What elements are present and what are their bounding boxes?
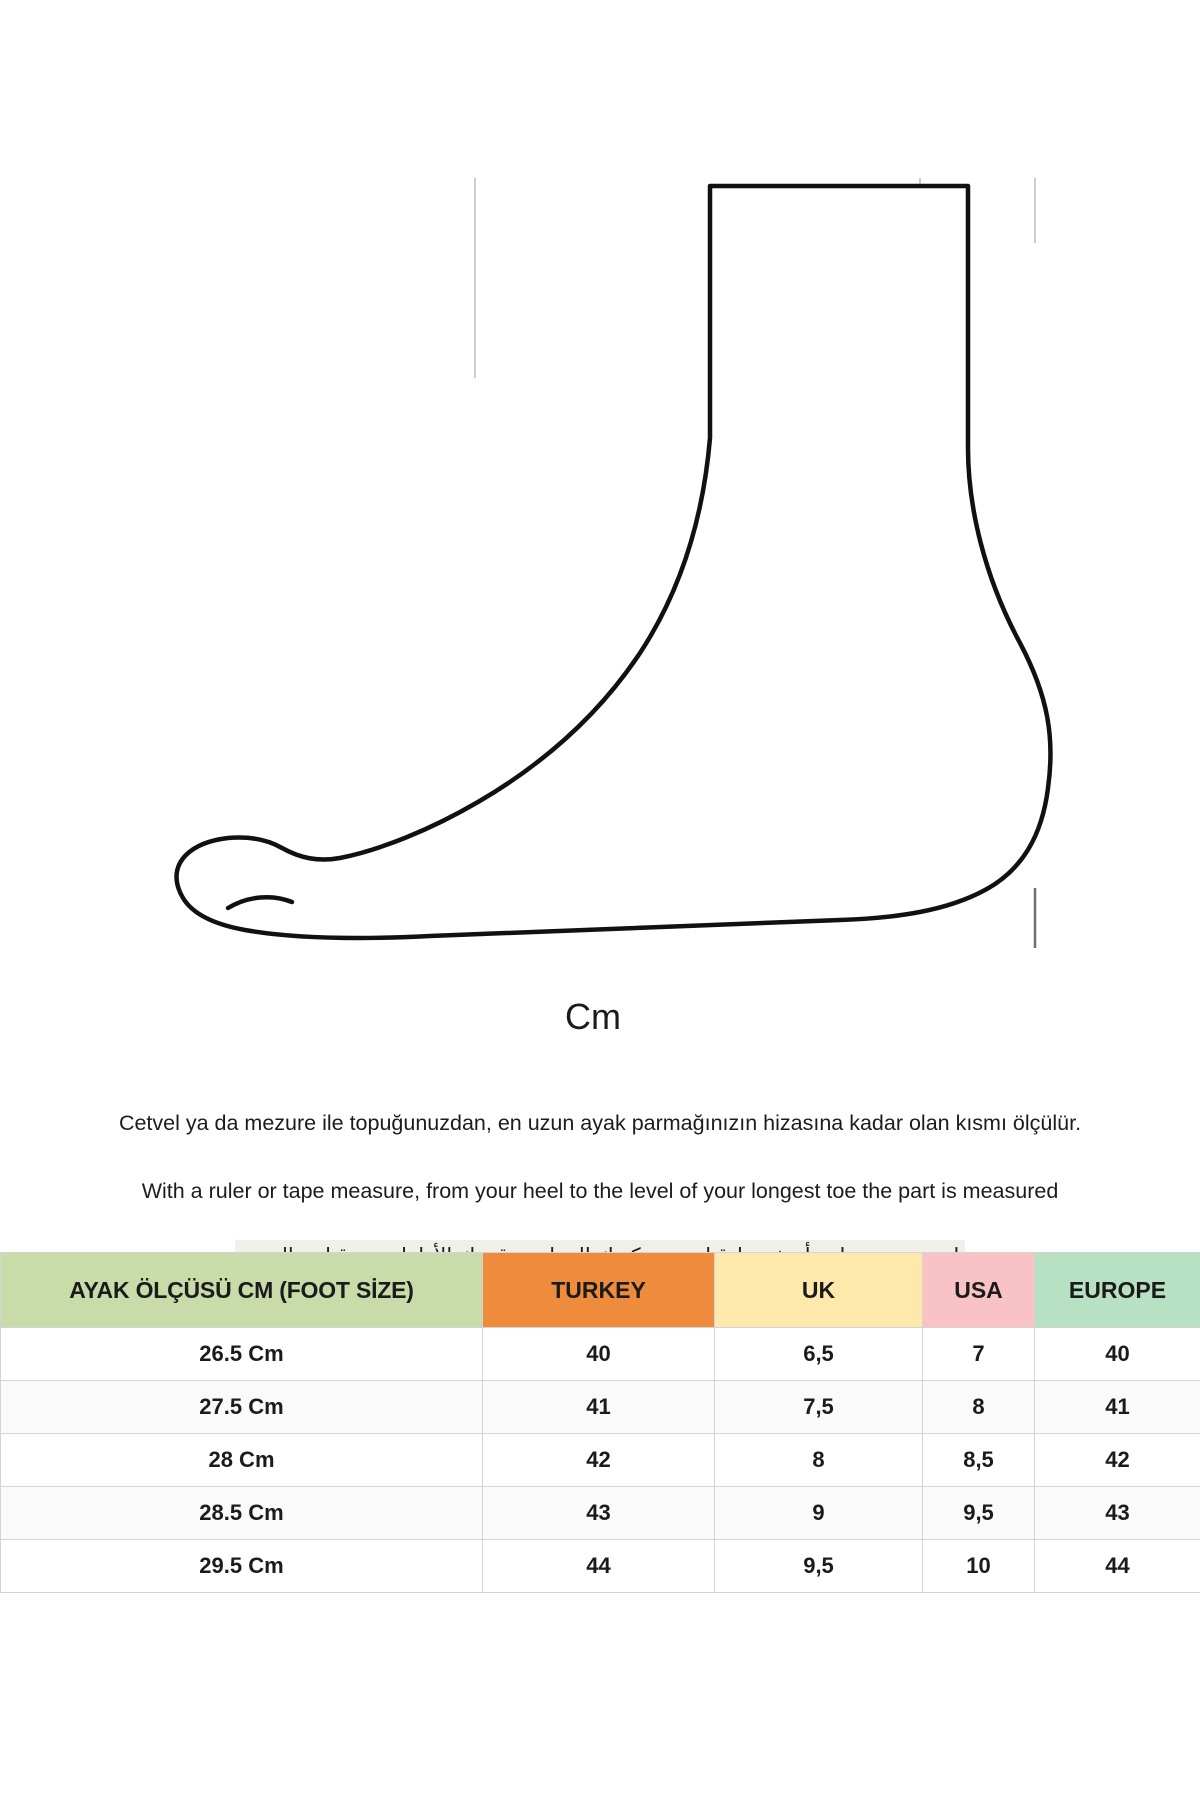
column-header-usa: USA <box>923 1253 1035 1328</box>
cell-turkey: 41 <box>483 1381 715 1434</box>
cell-turkey: 40 <box>483 1328 715 1381</box>
table-row <box>1 1434 1200 1487</box>
cell-foot-size: 26.5 Cm <box>1 1328 483 1381</box>
cell-usa: 8,5 <box>923 1434 1035 1487</box>
foot-side-profile-icon <box>0 148 1200 948</box>
cell-usa: 9,5 <box>923 1487 1035 1540</box>
table-row <box>1 1328 1200 1381</box>
column-header-uk: UK <box>715 1253 923 1328</box>
cell-uk: 8 <box>715 1434 923 1487</box>
table-row <box>1 1381 1200 1434</box>
caption-turkish: Cetvel ya da mezure ile topuğunuzdan, en uzun ayak parmağınızın hizasına kadar olan kısmı ölçülür. <box>118 1111 1082 1135</box>
measure-unit-label: Cm <box>565 996 621 1037</box>
cell-usa: 7 <box>923 1328 1035 1381</box>
foot-illustration-area <box>0 148 1200 1252</box>
cell-foot-size: 28 Cm <box>1 1434 483 1487</box>
column-header-turkey: TURKEY <box>483 1253 715 1328</box>
cell-foot-size: 28.5 Cm <box>1 1487 483 1540</box>
cell-europe: 43 <box>1035 1487 1200 1540</box>
table-header <box>1 1253 1200 1328</box>
cell-turkey: 42 <box>483 1434 715 1487</box>
cell-usa: 10 <box>923 1540 1035 1593</box>
cell-uk: 6,5 <box>715 1328 923 1381</box>
cell-europe: 41 <box>1035 1381 1200 1434</box>
caption-block <box>90 1108 1110 1274</box>
size-conversion-table <box>0 1252 1200 1593</box>
cell-turkey: 43 <box>483 1487 715 1540</box>
table-body <box>1 1328 1200 1593</box>
column-header-europe: EUROPE <box>1035 1253 1200 1328</box>
table-row <box>1 1540 1200 1593</box>
column-header-foot-size: AYAK ÖLÇÜSÜ CM (FOOT SİZE) <box>1 1253 483 1328</box>
cell-uk: 7,5 <box>715 1381 923 1434</box>
table-row <box>1 1487 1200 1540</box>
cell-usa: 8 <box>923 1381 1035 1434</box>
caption-english: With a ruler or tape measure, from your heel to the level of your longest toe the part is measured <box>141 1179 1059 1203</box>
cell-europe: 42 <box>1035 1434 1200 1487</box>
cell-foot-size: 27.5 Cm <box>1 1381 483 1434</box>
cell-uk: 9,5 <box>715 1540 923 1593</box>
cell-europe: 40 <box>1035 1328 1200 1381</box>
cell-uk: 9 <box>715 1487 923 1540</box>
cell-foot-size: 29.5 Cm <box>1 1540 483 1593</box>
cell-europe: 44 <box>1035 1540 1200 1593</box>
table-header-row <box>1 1253 1200 1328</box>
cell-turkey: 44 <box>483 1540 715 1593</box>
